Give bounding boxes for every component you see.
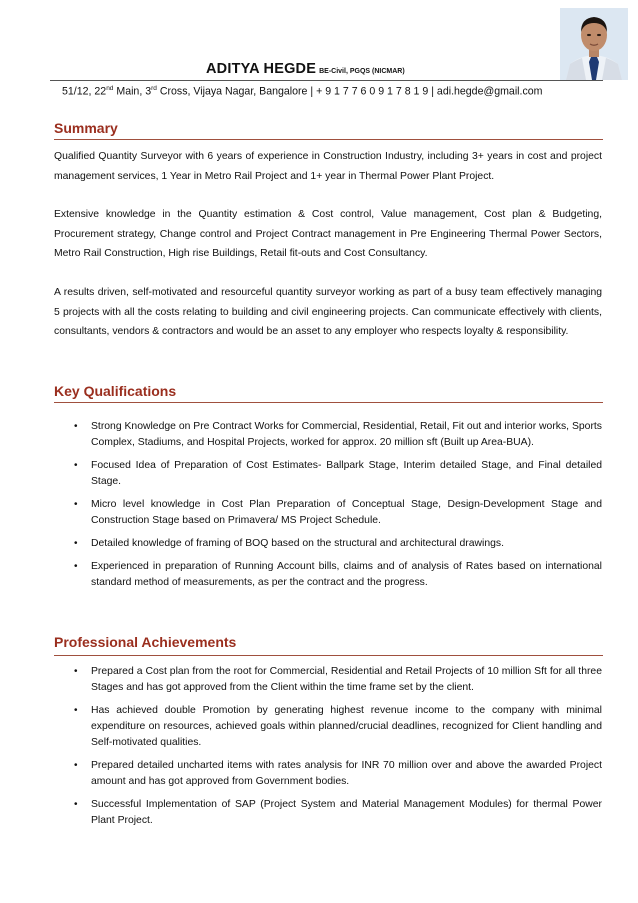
summary-paragraph: Extensive knowledge in the Quantity estimation & Cost control, Value management, Cost plan & Budgeting, Procurement strategy, Change control and Project Contract management in Pre Engineering Thermal Power Sectors, Metro Rail Construction, High rise Buildings, Retail fit-outs and Cost Consultancy. — [54, 209, 602, 259]
professional-achievements-divider — [54, 655, 603, 656]
professional-achievements-heading: Professional Achievements — [54, 634, 237, 650]
list-item-text: Has achieved double Promotion by generating highest revenue income to the company with minimal expenditure on resources, achieved goals within planned/crucial deadlines, recognized for Client handling and Self-motivated qualities. — [91, 705, 602, 748]
summary-paragraph: A results driven, self-motivated and resourceful quantity surveyor working as part of a busy team effectively managing 5 projects with all the costs relating to building and civil engineering projects. Can communicate effectively with clients, consultants, vendors & contractors and would be an asset to any employer who respects loyalty & responsibility. — [54, 287, 602, 337]
list-item-text: Experienced in preparation of Running Account bills, claims and of analysis of Rates based on international standard method of measurements, as per the contract and the progress. — [91, 561, 602, 588]
bullet-icon: • — [74, 666, 78, 677]
candidate-credentials: BE-Civil, PGQS (NICMAR) — [319, 68, 405, 75]
bullet-icon: • — [74, 760, 78, 771]
list-item-text: Prepared detailed uncharted items with rates analysis for INR 70 million over and above the awarded Project amount and has got approved from Government bodies. — [91, 760, 602, 787]
list-item — [72, 497, 602, 529]
list-item-text: Focused Idea of Preparation of Cost Estimates- Ballpark Stage, Interim detailed Stage, and Final detailed Stage. — [91, 460, 602, 487]
bullet-icon: • — [74, 538, 78, 549]
list-item-text: Strong Knowledge on Pre Contract Works for Commercial, Residential, Retail, Fit out and interior works, Sports Complex, Stadiums, and Hospital Projects, worked for approx. 20 million sft (Built up Area-BUA). — [91, 421, 602, 448]
bullet-icon: • — [74, 705, 78, 716]
address-part: Main, 3 — [113, 85, 152, 98]
contact-details: Cross, Vijaya Nagar, Bangalore | + 9 1 7 7 6 0 9 1 7 8 1 9 | adi.hegde@gmail.com — [156, 85, 543, 98]
portrait-image — [560, 8, 628, 80]
address-superscript: rd — [151, 85, 157, 92]
key-qualifications-divider — [54, 402, 603, 403]
summary-divider — [54, 139, 603, 140]
list-item — [72, 664, 602, 696]
list-item — [72, 536, 602, 552]
list-item — [72, 419, 602, 451]
summary-paragraph: Qualified Quantity Surveyor with 6 years of experience in Construction Industry, including 3+ years in cost and project management services, 1 Year in Metro Rail Project and 1+ year in Thermal Power Plant Project. — [54, 151, 602, 182]
key-qualifications-list — [72, 419, 602, 598]
list-item-text: Micro level knowledge in Cost Plan Preparation of Conceptual Stage, Design-Development Stage and Construction Stage based on Primavera/ MS Project Schedule. — [91, 499, 602, 526]
candidate-name: ADITYA HEGDE — [206, 61, 317, 77]
list-item-text: Successful Implementation of SAP (Project System and Material Management Modules) for thermal Power Plant Project. — [91, 799, 602, 826]
bullet-icon: • — [74, 561, 78, 572]
list-item — [72, 559, 602, 591]
list-item-text: Detailed knowledge of framing of BOQ based on the structural and architectural drawings. — [91, 538, 504, 549]
key-qualifications-heading: Key Qualifications — [54, 383, 177, 399]
bullet-icon: • — [74, 499, 78, 510]
list-item — [72, 797, 602, 829]
summary-heading: Summary — [54, 120, 118, 136]
header-divider — [50, 80, 603, 81]
bullet-icon: • — [74, 421, 78, 432]
bullet-icon: • — [74, 799, 78, 810]
name-line — [206, 60, 405, 78]
list-item-text: Prepared a Cost plan from the root for Commercial, Residential and Retail Projects of 10 million Sft for all three Stages and has got approved from the Client within the time frame set by the client. — [91, 666, 602, 693]
address-superscript: nd — [106, 85, 114, 92]
contact-line — [62, 85, 543, 98]
list-item — [72, 703, 602, 751]
profile-photo — [560, 8, 628, 80]
address-part: 51/12, 22 — [62, 85, 107, 98]
bullet-icon: • — [74, 460, 78, 471]
list-item — [72, 758, 602, 790]
list-item — [72, 458, 602, 490]
professional-achievements-list — [72, 664, 602, 836]
